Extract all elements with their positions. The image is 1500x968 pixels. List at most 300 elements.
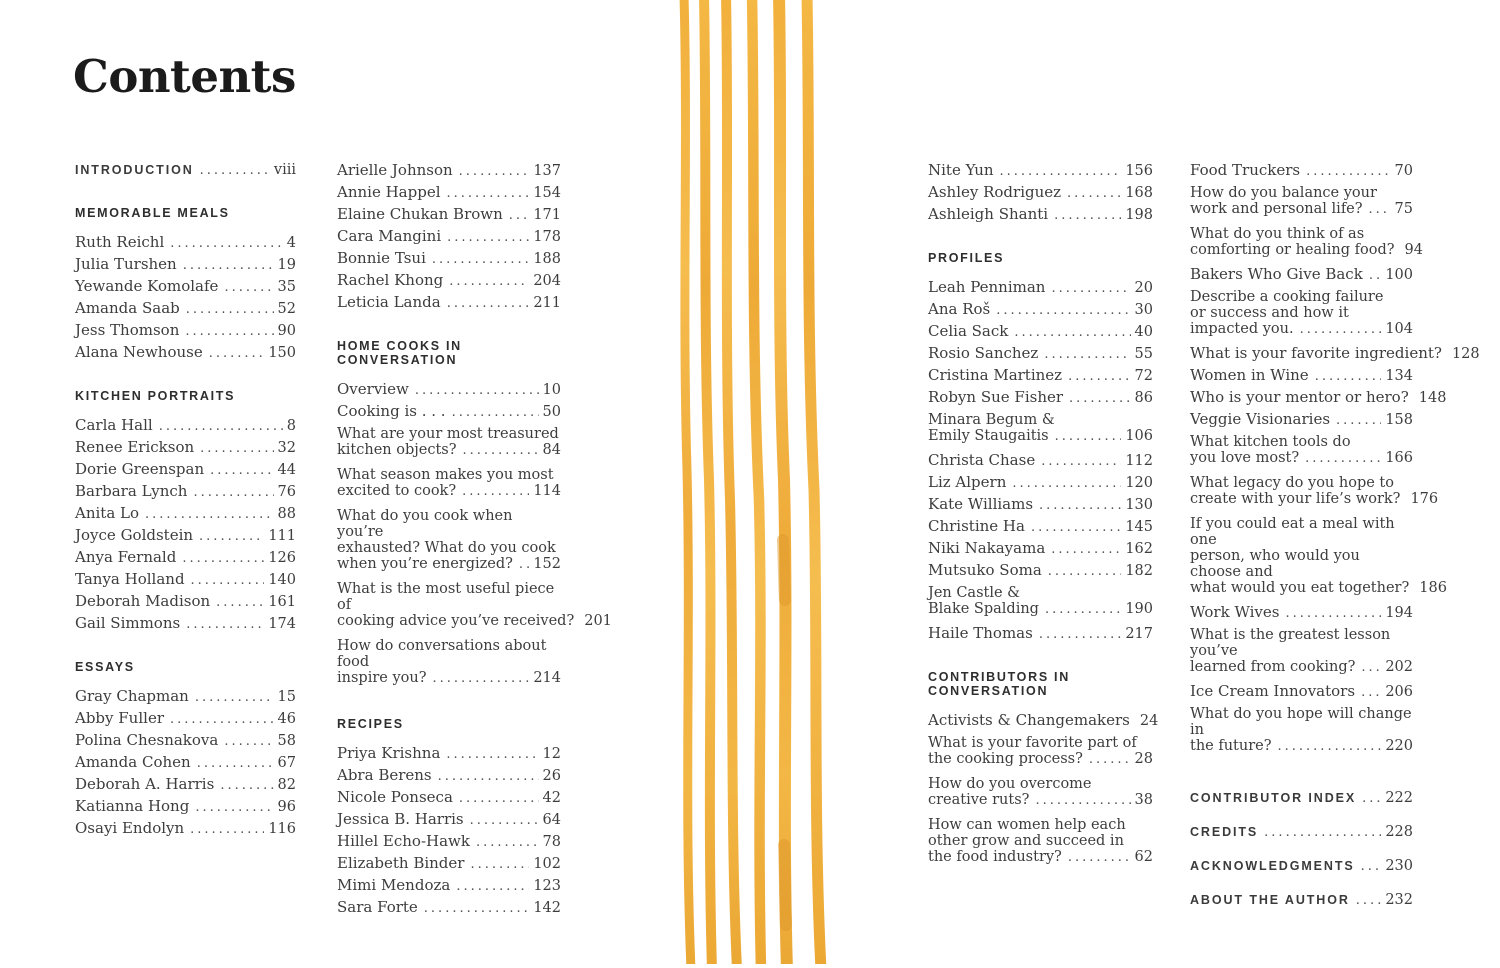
- entry-last-line: [928, 538, 1153, 560]
- dot-leader: [224, 278, 273, 298]
- toc-entry: [337, 160, 561, 182]
- toc-entry: [1190, 513, 1447, 602]
- toc-entry: [1190, 703, 1413, 760]
- toc-entry: [1190, 472, 1439, 513]
- page-number: 130: [1125, 497, 1153, 513]
- dot-leader: [1068, 367, 1130, 387]
- dot-leader: [1278, 739, 1382, 755]
- page-number: 150: [268, 345, 296, 361]
- page-number: 20: [1134, 280, 1153, 296]
- dot-leader: [462, 484, 529, 500]
- entry-label: cooking advice you’ve received?: [337, 613, 575, 629]
- toc-entry: [337, 204, 561, 226]
- toc-entry: [75, 569, 296, 591]
- toc-entry: [1190, 182, 1413, 223]
- page-number: 100: [1385, 267, 1413, 283]
- page-number: 178: [533, 229, 561, 245]
- page-number: 72: [1134, 368, 1153, 384]
- page-number: 230: [1385, 858, 1413, 874]
- dot-leader: [1055, 429, 1122, 445]
- toc-entry: [1190, 602, 1413, 624]
- dot-leader: [1089, 752, 1131, 768]
- page-number: 28: [1134, 751, 1153, 767]
- page-number: 123: [533, 878, 561, 894]
- entry-label: Sara Forte: [337, 898, 418, 916]
- page-number: 182: [1125, 563, 1153, 579]
- page-number: 211: [533, 295, 561, 311]
- dot-leader: [447, 294, 530, 314]
- entry-last-line: [1190, 491, 1439, 508]
- entry-last-line: [1190, 201, 1413, 218]
- entry-last-line: [75, 796, 296, 818]
- toc-entry: [337, 897, 561, 919]
- entry-last-line: [75, 752, 296, 774]
- entry-last-line: [75, 818, 296, 840]
- entry-label: Deborah A. Harris: [75, 775, 215, 793]
- page-number: 190: [1125, 601, 1153, 617]
- page-number: 88: [277, 506, 296, 522]
- entry-label: Leah Penniman: [928, 278, 1046, 296]
- entry-last-line: [1190, 738, 1413, 755]
- dot-leader: [1336, 411, 1381, 431]
- entry-last-line: [928, 601, 1153, 618]
- toc-column-3: [928, 160, 1159, 871]
- entry-label: What is your favorite ingredient?: [1190, 344, 1442, 362]
- page-number: 10: [542, 382, 561, 398]
- entry-last-line: [928, 387, 1153, 409]
- entry-label-line: How can women help each: [928, 817, 1126, 833]
- entry-label: Blake Spalding: [928, 601, 1039, 617]
- page-number: 40: [1134, 324, 1153, 340]
- entry-label-line: or success and how it: [1190, 305, 1349, 321]
- entry-last-line: [928, 299, 1153, 321]
- entry-last-line: [75, 730, 296, 752]
- page-number: 202: [1385, 659, 1413, 675]
- page-number: 152: [533, 556, 561, 572]
- dot-leader: [210, 461, 273, 481]
- entry-label: Activists & Changemakers: [928, 711, 1130, 729]
- entry-last-line: [928, 160, 1153, 182]
- toc-section: [75, 206, 296, 364]
- page-number: 15: [277, 689, 296, 705]
- dot-leader: [1369, 202, 1391, 218]
- page-number: 194: [1385, 605, 1413, 621]
- toc-entry: [1190, 788, 1413, 809]
- section-heading: PROFILES: [928, 251, 1005, 265]
- toc-entry: [928, 321, 1153, 343]
- dot-leader: [1067, 184, 1121, 204]
- dot-leader: [470, 811, 539, 831]
- entry-last-line: [928, 516, 1153, 538]
- dot-leader: [1264, 823, 1381, 843]
- toc-entry: [928, 365, 1153, 387]
- toc-entry: [337, 248, 561, 270]
- toc-entry: [928, 472, 1153, 494]
- entry-label-line: What is the most useful piece of: [337, 581, 555, 613]
- page-number: 75: [1394, 201, 1413, 217]
- entry-last-line: [337, 483, 561, 500]
- entry-label: Jessica B. Harris: [337, 810, 464, 828]
- entry-label: Deborah Madison: [75, 592, 211, 610]
- entry-label: Leticia Landa: [337, 293, 441, 311]
- entry-last-line: [337, 248, 561, 270]
- toc-entry: [1190, 343, 1480, 365]
- toc-entry: [75, 591, 296, 613]
- toc-entry: [75, 232, 296, 254]
- toc-entry: [75, 503, 296, 525]
- page-number: 50: [542, 404, 561, 420]
- entry-last-line: [75, 232, 296, 254]
- dot-leader: [452, 403, 539, 423]
- toc-entry: [928, 623, 1153, 645]
- dot-leader: [415, 381, 539, 401]
- entry-label: Cara Mangini: [337, 227, 442, 245]
- entry-label: work and personal life?: [1190, 201, 1363, 217]
- toc-section: [928, 251, 1153, 645]
- entry-last-line: [928, 321, 1153, 343]
- dot-leader: [170, 710, 274, 730]
- entry-label: Amanda Cohen: [75, 753, 191, 771]
- pasta-stripe: [704, 0, 712, 964]
- toc-entry: [1190, 856, 1413, 877]
- page-number: 30: [1134, 302, 1153, 318]
- section-heading: MEMORABLE MEALS: [75, 206, 230, 220]
- entry-last-line: [75, 254, 296, 276]
- entry-last-line: [1190, 343, 1480, 365]
- page-number: 145: [1125, 519, 1153, 535]
- entry-last-line: [1190, 365, 1413, 387]
- dot-leader: [190, 820, 264, 840]
- toc-entry: [928, 450, 1153, 472]
- pasta-stripes-decoration: [660, 0, 835, 964]
- toc-entry: [75, 459, 296, 481]
- dot-leader: [185, 322, 273, 342]
- entry-last-line: [75, 686, 296, 708]
- toc-entry: [1190, 890, 1413, 911]
- toc-entry: [75, 818, 296, 840]
- entry-label: Rachel Khong: [337, 271, 444, 289]
- entry-last-line: [337, 270, 561, 292]
- toc-entry: [75, 547, 296, 569]
- toc-entry: [1190, 822, 1413, 843]
- entry-label: Renee Erickson: [75, 438, 195, 456]
- toc-column-2: [337, 160, 612, 919]
- toc-entry: [337, 292, 561, 314]
- entry-label: excited to cook?: [337, 483, 457, 499]
- entry-label: Gray Chapman: [75, 687, 189, 705]
- entry-last-line: [1190, 602, 1413, 624]
- entry-last-line: [928, 472, 1153, 494]
- entry-last-line: [75, 591, 296, 613]
- entry-last-line: [928, 428, 1153, 445]
- entry-label: INTRODUCTION: [75, 163, 194, 177]
- toc-entry: [75, 686, 296, 708]
- dot-leader: [456, 877, 529, 897]
- entry-label-line: other grow and succeed in: [928, 833, 1124, 849]
- toc-entry: [928, 409, 1153, 450]
- entry-last-line: [1190, 264, 1413, 286]
- entry-last-line: [1190, 659, 1413, 676]
- entry-last-line: [75, 525, 296, 547]
- entry-label: Katianna Hong: [75, 797, 190, 815]
- entry-label: Bonnie Tsui: [337, 249, 426, 267]
- dot-leader: [447, 228, 529, 248]
- entry-last-line: [928, 494, 1153, 516]
- page-number: 104: [1385, 321, 1413, 337]
- dot-leader: [432, 250, 529, 270]
- toc-entry: [1190, 365, 1413, 387]
- toc-entry: [928, 387, 1153, 409]
- entry-last-line: [75, 503, 296, 525]
- toc-entry: [337, 464, 561, 505]
- toc-entry: [1190, 624, 1413, 681]
- dot-leader: [446, 745, 538, 765]
- toc-entry: [75, 525, 296, 547]
- entry-last-line: [337, 809, 561, 831]
- toc-entry: [928, 494, 1153, 516]
- page-number: 8: [286, 418, 296, 434]
- entry-label-line: How do you balance your: [1190, 185, 1377, 201]
- entry-last-line: [337, 292, 561, 314]
- dot-leader: [1048, 562, 1122, 582]
- dot-leader: [1014, 323, 1130, 343]
- entry-label: Polina Chesnakova: [75, 731, 219, 749]
- page-number: 78: [542, 834, 561, 850]
- page-number: 158: [1385, 412, 1413, 428]
- dot-leader: [1361, 683, 1381, 703]
- entry-label: ABOUT THE AUTHOR: [1190, 893, 1350, 907]
- entry-last-line: [337, 897, 561, 919]
- dot-leader: [447, 184, 530, 204]
- entry-label-line: Describe a cooking failure: [1190, 289, 1384, 305]
- entry-label: Elaine Chukan Brown: [337, 205, 503, 223]
- dot-leader: [1285, 604, 1381, 624]
- page-number: 120: [1125, 475, 1153, 491]
- page-number: 154: [533, 185, 561, 201]
- entry-label: Women in Wine: [1190, 366, 1309, 384]
- entry-last-line: [928, 365, 1153, 387]
- dot-leader: [199, 527, 264, 547]
- entry-label: the cooking process?: [928, 751, 1083, 767]
- page-number: 188: [533, 251, 561, 267]
- entry-last-line: [75, 342, 296, 364]
- toc-section: [337, 160, 561, 314]
- page-number: 114: [533, 483, 561, 499]
- entry-label: Nite Yun: [928, 161, 994, 179]
- toc-entry: [1190, 286, 1413, 343]
- page-number: 220: [1385, 738, 1413, 754]
- entry-label-line: What legacy do you hope to: [1190, 475, 1394, 491]
- entry-label: Cristina Martinez: [928, 366, 1063, 384]
- pasta-stripe: [779, 0, 787, 964]
- dot-leader: [1369, 266, 1382, 286]
- entry-label: what would you eat together?: [1190, 580, 1410, 596]
- dot-leader: [224, 732, 273, 752]
- toc-entry: [75, 613, 296, 635]
- toc-entry: [1190, 387, 1447, 409]
- entry-label: Carla Hall: [75, 416, 153, 434]
- entry-last-line: [75, 569, 296, 591]
- entry-last-line: [337, 442, 561, 459]
- entry-label: Haile Thomas: [928, 624, 1033, 642]
- entry-label: CONTRIBUTOR INDEX: [1190, 791, 1357, 805]
- entry-label-line: How do you overcome: [928, 776, 1092, 792]
- dot-leader: [1361, 857, 1382, 877]
- entry-last-line: [1190, 580, 1447, 597]
- entry-label: Ana Roš: [928, 300, 991, 318]
- toc-entry: [337, 578, 612, 635]
- entry-label: Abby Fuller: [75, 709, 164, 727]
- entry-label-line: Minara Begum &: [928, 412, 1055, 428]
- entry-label: Mimi Mendoza: [337, 876, 451, 894]
- toc-entry: [928, 732, 1153, 773]
- section-heading: ESSAYS: [75, 660, 135, 674]
- entry-label: Gail Simmons: [75, 614, 181, 632]
- entry-last-line: [75, 481, 296, 503]
- page-number: 44: [277, 462, 296, 478]
- toc-entry: [928, 538, 1153, 560]
- entry-label: Rosio Sanchez: [928, 344, 1039, 362]
- entry-label: Ashleigh Shanti: [928, 205, 1049, 223]
- page-number: 166: [1385, 450, 1413, 466]
- entry-label: Emily Staugaitis: [928, 428, 1049, 444]
- page-number: 70: [1394, 163, 1413, 179]
- entry-last-line: [928, 182, 1153, 204]
- dot-leader: [200, 439, 273, 459]
- dot-leader: [186, 300, 274, 320]
- entry-label: CREDITS: [1190, 825, 1259, 839]
- toc-entry: [337, 831, 561, 853]
- toc-entry: [337, 853, 561, 875]
- toc-entry: [928, 773, 1153, 814]
- page-number: 162: [1125, 541, 1153, 557]
- entry-last-line: [75, 298, 296, 320]
- page-number: 204: [533, 273, 561, 289]
- entry-last-line: [75, 276, 296, 298]
- dot-leader: [1300, 322, 1382, 338]
- entry-last-line: [928, 343, 1153, 365]
- entry-label: Amanda Saab: [75, 299, 180, 317]
- dot-leader: [182, 549, 264, 569]
- entry-label: Robyn Sue Fisher: [928, 388, 1064, 406]
- dot-leader: [193, 483, 273, 503]
- page-number: 67: [277, 755, 296, 771]
- toc-entry: [928, 582, 1153, 623]
- entry-label: Mutsuko Soma: [928, 561, 1042, 579]
- entry-label: impacted you.: [1190, 321, 1294, 337]
- toc-section: [75, 660, 296, 840]
- dot-leader: [1069, 389, 1131, 409]
- page-number: 142: [533, 900, 561, 916]
- section-heading: RECIPES: [337, 717, 404, 731]
- toc-section: [1190, 160, 1480, 760]
- toc-entry: [75, 342, 296, 364]
- entry-label: Overview: [337, 380, 409, 398]
- entry-label: Alana Newhouse: [75, 343, 203, 361]
- page-number: 76: [277, 484, 296, 500]
- page-number: 222: [1385, 790, 1413, 806]
- toc-entry: [1190, 223, 1423, 264]
- entry-label: Dorie Greenspan: [75, 460, 205, 478]
- entry-last-line: [337, 401, 561, 423]
- toc-entry: [75, 415, 296, 437]
- entry-label: Work Wives: [1190, 603, 1280, 621]
- entry-last-line: [928, 560, 1153, 582]
- entry-last-line: [1190, 890, 1413, 911]
- dot-leader: [1315, 367, 1382, 387]
- entry-last-line: [928, 792, 1153, 809]
- entry-label: Christa Chase: [928, 451, 1036, 469]
- toc-entry: [1190, 264, 1413, 286]
- entry-label: Hillel Echo-Hawk: [337, 832, 470, 850]
- entry-label: you love most?: [1190, 450, 1300, 466]
- entry-label-line: What do you cook when you’re: [337, 508, 513, 540]
- entry-last-line: [337, 613, 612, 630]
- pasta-stripes-svg: [660, 0, 835, 964]
- page-number: 228: [1385, 824, 1413, 840]
- section-heading: KITCHEN PORTRAITS: [75, 389, 236, 403]
- entry-label: learned from cooking?: [1190, 659, 1356, 675]
- entry-last-line: [337, 765, 561, 787]
- toc-entry: [337, 182, 561, 204]
- page-number: 84: [542, 442, 561, 458]
- dot-leader: [220, 776, 273, 796]
- entry-last-line: [1190, 387, 1447, 409]
- page-number: 38: [1134, 792, 1153, 808]
- entry-label: Food Truckers: [1190, 161, 1301, 179]
- toc-section: [928, 670, 1159, 871]
- page-number: 168: [1125, 185, 1153, 201]
- entry-last-line: [928, 450, 1153, 472]
- entry-label: Yewande Komolafe: [75, 277, 219, 295]
- entry-label: Christine Ha: [928, 517, 1025, 535]
- entry-label: Veggie Visionaries: [1190, 410, 1331, 428]
- entry-last-line: [1190, 160, 1413, 182]
- dot-leader: [463, 443, 539, 459]
- entry-last-line: [337, 853, 561, 875]
- entry-label: kitchen objects?: [337, 442, 457, 458]
- dot-leader: [1054, 206, 1121, 226]
- page-number: 26: [542, 768, 561, 784]
- entry-last-line: [1190, 321, 1413, 338]
- entry-label: Annie Happel: [337, 183, 441, 201]
- entry-label: comforting or healing food?: [1190, 242, 1395, 258]
- page-number: 106: [1125, 428, 1153, 444]
- entry-label: the future?: [1190, 738, 1272, 754]
- page-number: 94: [1404, 242, 1423, 258]
- entry-last-line: [1190, 681, 1413, 703]
- page-number: 171: [533, 207, 561, 223]
- entry-label: Niki Nakayama: [928, 539, 1046, 557]
- page-number: 174: [268, 616, 296, 632]
- entry-label: Jess Thomson: [75, 321, 180, 339]
- entry-label: Osayi Endolyn: [75, 819, 185, 837]
- dot-leader: [1045, 602, 1121, 618]
- page-number: 201: [584, 613, 612, 629]
- dot-leader: [438, 767, 539, 787]
- dot-leader: [1039, 625, 1121, 645]
- toc-entry: [337, 635, 561, 692]
- entry-label: Tanya Holland: [75, 570, 185, 588]
- toc-entry: [928, 710, 1159, 732]
- page-number: 82: [277, 777, 296, 793]
- dot-leader: [183, 256, 274, 276]
- toc-entry: [928, 160, 1153, 182]
- entry-last-line: [75, 160, 296, 181]
- page-number: 137: [533, 163, 561, 179]
- toc-section: [1190, 788, 1413, 911]
- dot-leader: [1362, 789, 1381, 809]
